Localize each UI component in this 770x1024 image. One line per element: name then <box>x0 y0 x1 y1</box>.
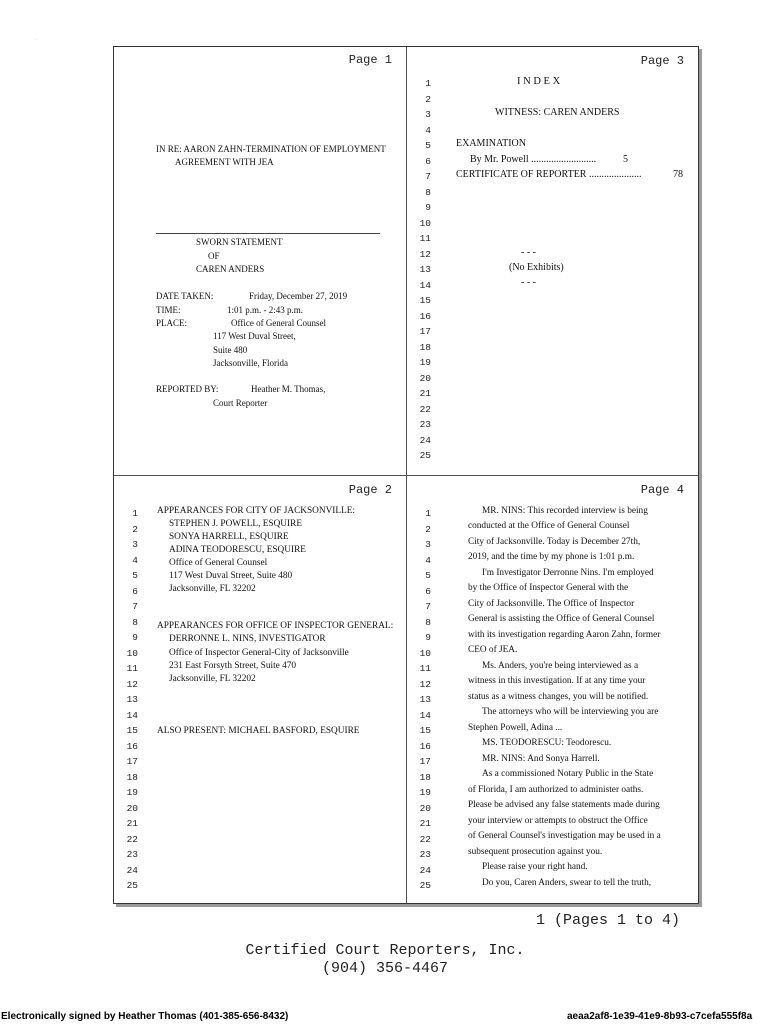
time-value: 1:01 p.m. - 2:43 p.m. <box>227 305 303 315</box>
place-line-1: Office of General Counsel <box>231 318 327 328</box>
line-number: 3 <box>425 539 431 550</box>
line-number: 4 <box>132 554 138 566</box>
line-number: 21 <box>419 818 431 829</box>
page-4-panel <box>407 476 698 903</box>
line-number: 16 <box>126 740 138 752</box>
reported-by-title: Court Reporter <box>213 398 268 408</box>
line-number: 17 <box>419 756 431 767</box>
testimony-line: with its investigation regarding Aaron Zahn, former <box>468 630 661 640</box>
index-dashes-2: - - - <box>521 277 536 288</box>
line-number: 14 <box>126 709 138 721</box>
appearance-line: DERRONNE L. NINS, INVESTIGATOR <box>169 634 326 644</box>
appearance-line: APPEARANCES FOR CITY OF JACKSONVILLE: <box>157 506 356 516</box>
title-rule <box>156 233 380 234</box>
cover-title-3: CAREN ANDERS <box>196 264 265 274</box>
line-number: 9 <box>132 632 138 643</box>
line-number: 16 <box>419 740 431 752</box>
line-number: 7 <box>425 601 431 612</box>
line-number: 18 <box>419 341 431 353</box>
reported-by-label: REPORTED BY: <box>156 384 219 394</box>
line-number: 15 <box>126 725 138 736</box>
company-name: Certified Court Reporters, Inc. <box>245 942 525 959</box>
appearance-line: ALSO PRESENT: MICHAEL BASFORD, ESQUIRE <box>157 726 360 736</box>
line-number: 1 <box>132 508 138 519</box>
line-number: 6 <box>132 585 138 597</box>
line-number: 14 <box>419 709 431 721</box>
line-number: 21 <box>419 388 431 399</box>
line-number: 7 <box>425 171 431 182</box>
cover-title-2: OF <box>208 251 220 261</box>
line-number: 23 <box>419 419 431 430</box>
stray-mark: . <box>36 36 38 42</box>
line-number: 10 <box>126 647 138 659</box>
line-number: 15 <box>419 295 431 306</box>
transcript-sheet <box>113 46 699 904</box>
line-number: 5 <box>425 570 431 581</box>
page-1-panel <box>114 47 406 475</box>
testimony-line: MS. TEODORESCU: Teodorescu. <box>482 738 612 748</box>
cover-title-1: SWORN STATEMENT <box>196 237 283 247</box>
time-label: TIME: <box>156 305 181 315</box>
testimony-line: Please be advised any false statements made during <box>468 800 660 810</box>
line-number: 19 <box>419 357 431 368</box>
index-no-exhibits: (No Exhibits) <box>509 262 564 273</box>
line-number: 24 <box>419 434 431 446</box>
testimony-line: Stephen Powell, Adina ... <box>468 723 563 733</box>
appearance-line: Office of General Counsel <box>169 558 268 568</box>
line-number: 23 <box>419 849 431 860</box>
electronic-signature: Electronically signed by Heather Thomas (401-385-656-8432) <box>1 1011 289 1022</box>
line-number: 1 <box>425 78 431 89</box>
index-witness: WITNESS: CAREN ANDERS <box>495 107 620 118</box>
line-number: 14 <box>419 279 431 291</box>
line-number: 12 <box>126 678 138 690</box>
testimony-line: of General Counsel's investigation may be used in a <box>468 831 661 841</box>
line-number: 25 <box>419 450 431 461</box>
page-2-panel <box>114 476 406 903</box>
line-number: 8 <box>425 616 431 628</box>
testimony-line: of Florida, I am authorized to administer oaths. <box>468 785 644 795</box>
line-number: 23 <box>126 849 138 860</box>
page-3-label: Page 3 <box>640 54 684 68</box>
line-number: 22 <box>419 403 431 415</box>
line-number: 15 <box>419 725 431 736</box>
document-id: aeaa2af8-1e39-41e9-8b93-c7cefa555f8a <box>567 1011 753 1022</box>
line-number: 2 <box>425 93 431 105</box>
reported-by-name: Heather M. Thomas, <box>251 384 326 394</box>
place-line-3: Suite 480 <box>213 345 248 355</box>
testimony-line: General is assisting the Office of General Counsel <box>468 614 655 624</box>
testimony-line: Do you, Caren Anders, swear to tell the truth, <box>482 878 652 888</box>
line-number: 12 <box>419 678 431 690</box>
line-number: 17 <box>126 756 138 767</box>
line-number: 24 <box>419 864 431 876</box>
testimony-line: CEO of JEA. <box>468 645 518 655</box>
line-number: 25 <box>419 880 431 891</box>
line-number: 18 <box>419 771 431 783</box>
index-title: I N D E X <box>517 76 561 87</box>
page-range: 1 (Pages 1 to 4) <box>536 912 681 929</box>
line-number: 20 <box>419 802 431 814</box>
appearance-line: Jacksonville, FL 32202 <box>169 584 256 594</box>
line-number: 1 <box>425 508 431 519</box>
appearance-line: APPEARANCES FOR OFFICE OF INSPECTOR GENERAL: <box>157 621 394 631</box>
line-number: 6 <box>425 585 431 597</box>
line-number: 2 <box>425 523 431 535</box>
page-4-label: Page 4 <box>640 483 684 497</box>
date-taken-value: Friday, December 27, 2019 <box>249 291 348 301</box>
line-number: 7 <box>132 601 138 612</box>
line-number: 11 <box>419 663 431 674</box>
testimony-line: conducted at the Office of General Counsel <box>468 521 630 531</box>
testimony-line: 2019, and the time by my phone is 1:01 p.m. <box>468 552 635 562</box>
index-by-powell-page: 5 <box>623 154 628 165</box>
line-number: 13 <box>419 264 431 275</box>
appearance-line: Office of Inspector General-City of Jacksonville <box>169 648 349 658</box>
appearance-line: SONYA HARRELL, ESQUIRE <box>169 532 289 542</box>
line-number: 19 <box>126 787 138 798</box>
appearance-line: ADINA TEODORESCU, ESQUIRE <box>169 545 306 555</box>
appearance-line: 231 East Forsyth Street, Suite 470 <box>169 661 297 671</box>
line-number: 24 <box>126 864 138 876</box>
testimony-line: by the Office of Inspector General with the <box>468 583 629 593</box>
line-number: 17 <box>419 326 431 337</box>
appearance-line: 117 West Duval Street, Suite 480 <box>169 571 293 581</box>
testimony-line: City of Jacksonville. The Office of Inspector <box>468 599 635 609</box>
index-dashes-1: - - - <box>521 247 536 258</box>
place-line-4: Jacksonville, Florida <box>213 358 288 368</box>
line-number: 16 <box>419 310 431 322</box>
testimony-line: I'm Investigator Derronne Nins. I'm employed <box>482 568 654 578</box>
line-number: 20 <box>126 802 138 814</box>
page-3-panel <box>407 47 698 475</box>
line-number: 22 <box>419 833 431 845</box>
line-number: 22 <box>126 833 138 845</box>
place-label: PLACE: <box>156 318 188 328</box>
place-line-2: 117 West Duval Street, <box>213 331 296 341</box>
index-examination: EXAMINATION <box>456 138 526 149</box>
line-number: 9 <box>425 632 431 643</box>
line-number: 11 <box>126 663 138 674</box>
date-taken-label: DATE TAKEN: <box>156 291 214 301</box>
line-number: 3 <box>132 539 138 550</box>
line-number: 4 <box>425 554 431 566</box>
line-number: 11 <box>419 233 431 244</box>
line-number: 10 <box>419 217 431 229</box>
testimony-line: witness in this investigation. If at any time your <box>468 676 646 686</box>
line-number: 4 <box>425 124 431 136</box>
line-number: 3 <box>425 109 431 120</box>
line-number: 10 <box>419 647 431 659</box>
company-phone: (904) 356-4467 <box>321 960 449 977</box>
testimony-line: MR. NINS: This recorded interview is being <box>482 506 648 516</box>
line-number: 25 <box>126 880 138 891</box>
line-number: 21 <box>126 818 138 829</box>
line-number: 12 <box>419 248 431 260</box>
testimony-line: The attorneys who will be interviewing you are <box>482 707 659 717</box>
testimony-line: City of Jacksonville. Today is December 27th, <box>468 537 641 547</box>
index-certificate: CERTIFICATE OF REPORTER ..................... <box>456 169 642 180</box>
line-number: 6 <box>425 155 431 167</box>
line-number: 8 <box>132 616 138 628</box>
line-number: 5 <box>132 570 138 581</box>
testimony-line: your interview or attempts to obstruct the Office <box>468 816 648 826</box>
line-number: 8 <box>425 186 431 198</box>
line-number: 20 <box>419 372 431 384</box>
index-certificate-page: 78 <box>673 169 683 180</box>
line-number: 13 <box>126 694 138 705</box>
in-re-line-1: IN RE: AARON ZAHN-TERMINATION OF EMPLOYMENT <box>156 144 386 154</box>
index-by-powell: By Mr. Powell .......................... <box>470 154 597 165</box>
line-number: 2 <box>132 523 138 535</box>
testimony-line: As a commissioned Notary Public in the State <box>482 769 654 779</box>
testimony-line: Ms. Anders, you're being interviewed as a <box>482 661 639 671</box>
line-number: 18 <box>126 771 138 783</box>
line-number: 13 <box>419 694 431 705</box>
testimony-line: MR. NINS: And Sonya Harrell. <box>482 754 600 764</box>
page-1-label: Page 1 <box>348 53 392 67</box>
page-2-label: Page 2 <box>348 483 392 497</box>
line-number: 19 <box>419 787 431 798</box>
appearance-line: STEPHEN J. POWELL, ESQUIRE <box>169 519 302 529</box>
line-number: 5 <box>425 140 431 151</box>
appearance-line: Jacksonville, FL 32202 <box>169 674 256 684</box>
testimony-line: Please raise your right hand. <box>482 862 588 872</box>
line-number: 9 <box>425 202 431 213</box>
in-re-line-2: AGREEMENT WITH JEA <box>175 157 274 167</box>
testimony-line: status as a witness changes, you will be notified. <box>468 692 649 702</box>
testimony-line: subsequent prosecution against you. <box>468 847 603 857</box>
